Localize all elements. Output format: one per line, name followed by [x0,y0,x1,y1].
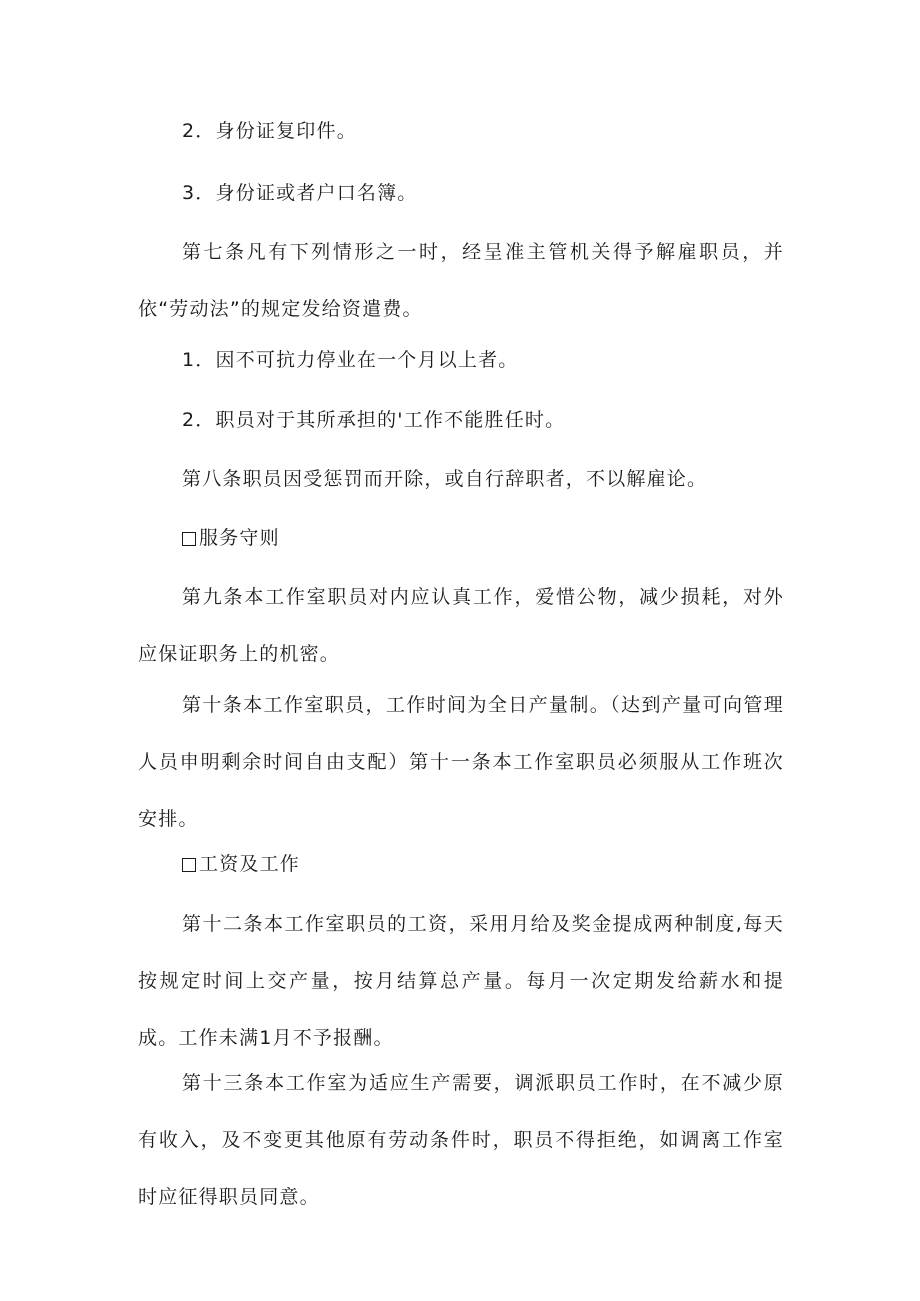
section-heading-label: 服务守则 [199,527,280,549]
article-7-item-2: 2．职员对于其所承担的'工作不能胜任时。 [182,409,566,431]
checkbox-icon [182,532,196,546]
article-7-item-1: 1．因不可抗力停业在一个月以上者。 [182,349,519,371]
item-id-copy: 2．身份证复印件。 [182,120,357,142]
article-8: 第八条职员因受惩罚而开除，或自行辞职者，不以解雇论。 [182,468,708,490]
article-12: 第十二条本工作室职员的工资，采用月给及奖金提成两种制度,每天按规定时间上交产量，按月结算总产量。每月一次定期发给薪水和提成。工作未满1月不予报酬。 [138,913,784,1049]
section-heading-wages-and-work [182,836,300,893]
section-heading-service-rules [182,510,280,567]
checkbox-icon [182,858,196,872]
item-id-or-household-register: 3．身份证或者户口名簿。 [182,182,418,204]
article-9: 第九条本工作室职员对内应认真工作，爱惜公物，减少损耗，对外应保证职务上的机密。 [138,586,784,665]
article-13: 第十三条本工作室为适应生产需要，调派职员工作时，在不减少原有收入，及不变更其他原有劳动条件时，职员不得拒绝，如调离工作室时应征得职员同意。 [138,1072,784,1208]
section-heading-label: 工资及工作 [199,853,301,875]
article-10-11: 第十条本工作室职员，工作时间为全日产量制。（达到产量可向管理人员申明剩余时间自由支配）第十一条本工作室职员必须服从工作班次安排。 [138,694,784,830]
article-7: 第七条凡有下列情形之一时，经呈准主管机关得予解雇职员，并依“劳动法”的规定发给资遣费。 [138,241,784,320]
